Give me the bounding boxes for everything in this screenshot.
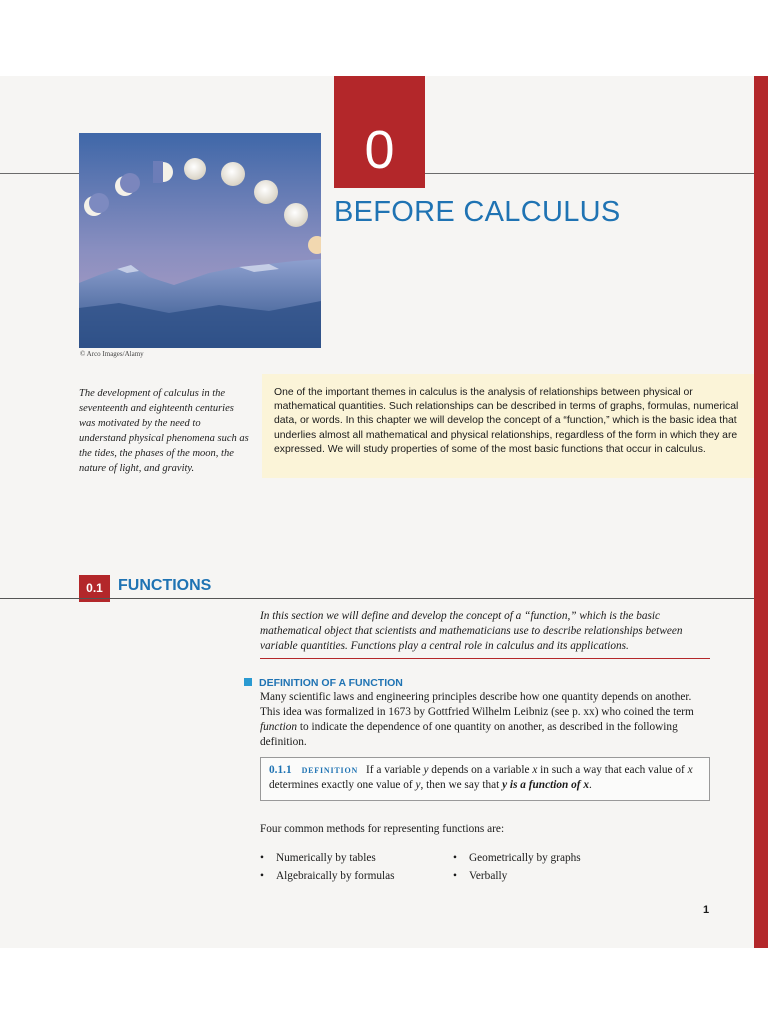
definition-label: DEFINITION — [301, 766, 359, 775]
moon-full-1 — [221, 162, 245, 186]
section-rule — [0, 598, 754, 599]
bullet-icon: • — [260, 852, 264, 864]
moon-phases-photo — [79, 133, 321, 348]
section-title: FUNCTIONS — [118, 577, 212, 594]
moon-gibbous-1 — [184, 158, 206, 180]
definition-text: 0.1.1 DEFINITION If a variable y depends on a variable x in such a way that each value of x determines exactly one value of y, then we say that y is a function of x. — [269, 764, 693, 791]
section-intro: In this section we will define and develop the concept of a “function,” which is the basic mathematical object that scientists and mathematicians use to describe relationships between variable quantities. Functions play a central role in calculus and its applications. — [260, 610, 683, 652]
chapter-photo — [79, 133, 321, 348]
section-number-badge: 0.1 — [79, 575, 110, 602]
bullet-icon: • — [453, 852, 457, 864]
photo-credit: © Arco Images/Alamy — [80, 350, 144, 358]
definition-emphasis: y is a function of x — [502, 779, 590, 791]
bullet-icon: • — [453, 870, 457, 882]
header-rule-left — [0, 173, 79, 174]
subsection-heading — [244, 677, 403, 689]
list-item: • Numerically by tables — [260, 852, 376, 864]
header-rule-right — [425, 173, 754, 174]
body-paragraph: Many scientific laws and engineering principles describe how one quantity depends on another. This idea was formalized in 1673 by Gottfried Wilhelm Leibniz (see p. xx) who coined the term function to indicate the dependence of one quantity on another, as described in the following definition. — [260, 691, 694, 748]
square-bullet-icon — [244, 678, 252, 686]
chapter-number: 0 — [364, 120, 395, 180]
term-function: function — [260, 721, 298, 733]
chapter-edge-tab — [754, 76, 768, 948]
section-intro-rule — [260, 658, 710, 659]
moon-full-2 — [254, 180, 278, 204]
chapter-title: BEFORE CALCULUS — [334, 196, 621, 228]
list-item: • Verbally — [453, 870, 508, 882]
definition-number: 0.1.1 — [269, 764, 292, 776]
list-item: • Geometrically by graphs — [453, 852, 581, 864]
bullet-icon: • — [260, 870, 264, 882]
chapter-intro-text: One of the important themes in calculus is the analysis of relationships between physical or mathematical quantities. Such relationships can be described in terms of graphs, formulas, numerical data, or words. In this chapter we will develop the concept of a “function,” which is the basic idea that underlies almost all mathematical and physical relationships, regardless of the form in which they are expressed. We will study properties of some of the most basic functions that occur in calculus. — [274, 387, 739, 455]
list-item: • Algebraically by formulas — [260, 870, 395, 882]
methods-intro: Four common methods for representing functions are: — [260, 823, 505, 835]
subsection-title: DEFINITION OF A FUNCTION — [259, 677, 403, 689]
page-number: 1 — [703, 904, 710, 916]
moon-full-3 — [284, 203, 308, 227]
chapter-number-box — [334, 76, 425, 188]
margin-note: The development of calculus in the seventeenth and eighteenth centuries was motivated by the need to understand physical phenomena such as the tides, the phases of the moon, the nature of light, and gravity. — [79, 388, 249, 474]
